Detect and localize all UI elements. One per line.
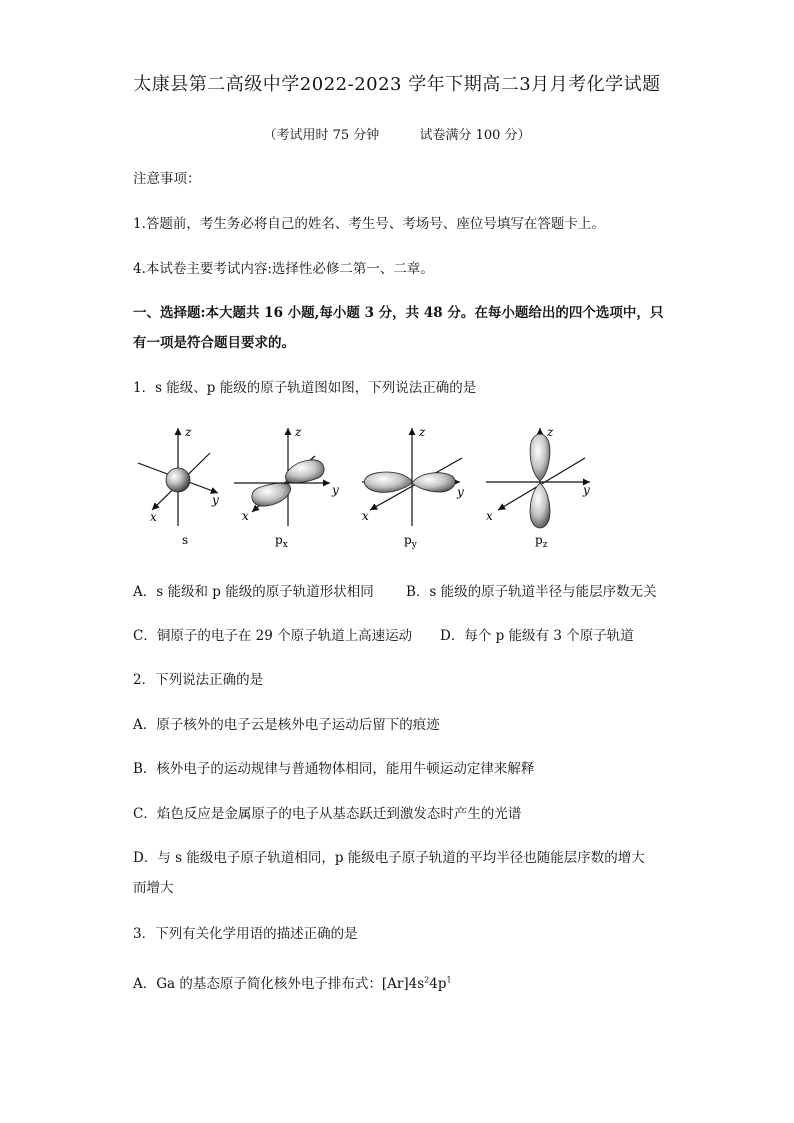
time-note: （考试用时 75 分钟: [263, 128, 380, 143]
exam-subtitle: [0, 124, 794, 143]
caption-letter: p: [404, 533, 412, 547]
option-a[interactable]: A．s 能级和 p 能级的原子轨道形状相同: [133, 584, 374, 600]
py-orbital: [362, 425, 464, 550]
z-axis-label: z: [295, 425, 302, 439]
z-axis-label: z: [547, 425, 554, 439]
z-axis-label: z: [419, 425, 426, 439]
option-d-cont: 而增大: [133, 880, 174, 896]
option-a-text-cont: 4p: [429, 976, 447, 992]
caption-subscript: z: [542, 540, 548, 550]
caption-pz: [535, 533, 548, 550]
caption-px: [275, 533, 288, 550]
caption-letter: p: [535, 533, 543, 547]
superscript: 1: [446, 975, 452, 985]
z-axis-label: z: [185, 425, 192, 439]
exam-title: 太康县第二高级中学2022-2023 学年下期高二3月月考化学试题: [133, 74, 661, 95]
question-2-stem: 2．下列说法正确的是: [133, 672, 264, 688]
orbital-diagram-svg: [130, 418, 610, 553]
x-axis-label: x: [150, 510, 157, 524]
y-axis-label: y: [332, 483, 339, 497]
option-a[interactable]: A．原子核外的电子云是核外电子运动后留下的痕迹: [133, 717, 440, 733]
x-axis-label: x: [362, 509, 369, 523]
option-a[interactable]: [133, 972, 452, 992]
section-heading: 一、选择题:本大题共 16 小题,每小题 3 分，共 48 分。在每小题给出的四个选项中，只: [133, 305, 664, 321]
question-3-stem: 3．下列有关化学用语的描述正确的是: [133, 926, 358, 942]
option-c[interactable]: C．铜原子的电子在 29 个原子轨道上高速运动: [133, 628, 413, 644]
x-axis-label: x: [242, 509, 249, 523]
option-d[interactable]: D．与 s 能级电子原子轨道相同，p 能级电子原子轨道的平均半径也随能层序数的增大: [133, 850, 645, 866]
notice-item: 4.本试卷主要考试内容:选择性必修二第一、二章。: [133, 261, 434, 277]
section-heading-cont: 有一项是符合题目要求的。: [133, 335, 295, 351]
caption-subscript: y: [411, 540, 417, 550]
option-b[interactable]: B．核外电子的运动规律与普通物体相同，能用牛顿运动定律来解释: [133, 761, 535, 777]
y-axis-label: y: [212, 493, 219, 507]
question-1-options-row-2: [133, 624, 634, 644]
notice-item: 1.答题前，考生务必将自己的姓名、考生号、考场号、座位号填写在答题卡上。: [133, 216, 605, 232]
caption-letter: p: [275, 533, 283, 547]
y-axis-label: y: [583, 483, 590, 497]
option-a-text: A．Ga 的基态原子简化核外电子排布式：[Ar]4s: [133, 976, 425, 992]
notice-heading: 注意事项：: [133, 171, 201, 187]
option-b[interactable]: B．s 能级的原子轨道半径与能层序数无关: [406, 584, 657, 600]
option-c[interactable]: C．焰色反应是金属原子的电子从基态跃迁到激发态时产生的光谱: [133, 806, 522, 822]
score-note: 试卷满分 100 分）: [419, 128, 531, 143]
superscript: 2: [424, 975, 430, 985]
question-1-stem: 1．s 能级、p 能级的原子轨道图如图，下列说法正确的是: [133, 380, 477, 396]
question-1-options-row-1: [133, 580, 657, 600]
caption-py: [404, 533, 418, 550]
x-axis-label: x: [486, 509, 493, 523]
caption-s: s: [182, 533, 189, 547]
s-orbital: [138, 425, 219, 547]
y-axis-label: y: [457, 485, 464, 499]
px-orbital: [234, 425, 339, 550]
orbital-figure: [130, 418, 610, 553]
pz-orbital: [486, 425, 590, 550]
option-d[interactable]: D．每个 p 能级有 3 个原子轨道: [440, 628, 634, 644]
caption-subscript: x: [282, 540, 288, 550]
